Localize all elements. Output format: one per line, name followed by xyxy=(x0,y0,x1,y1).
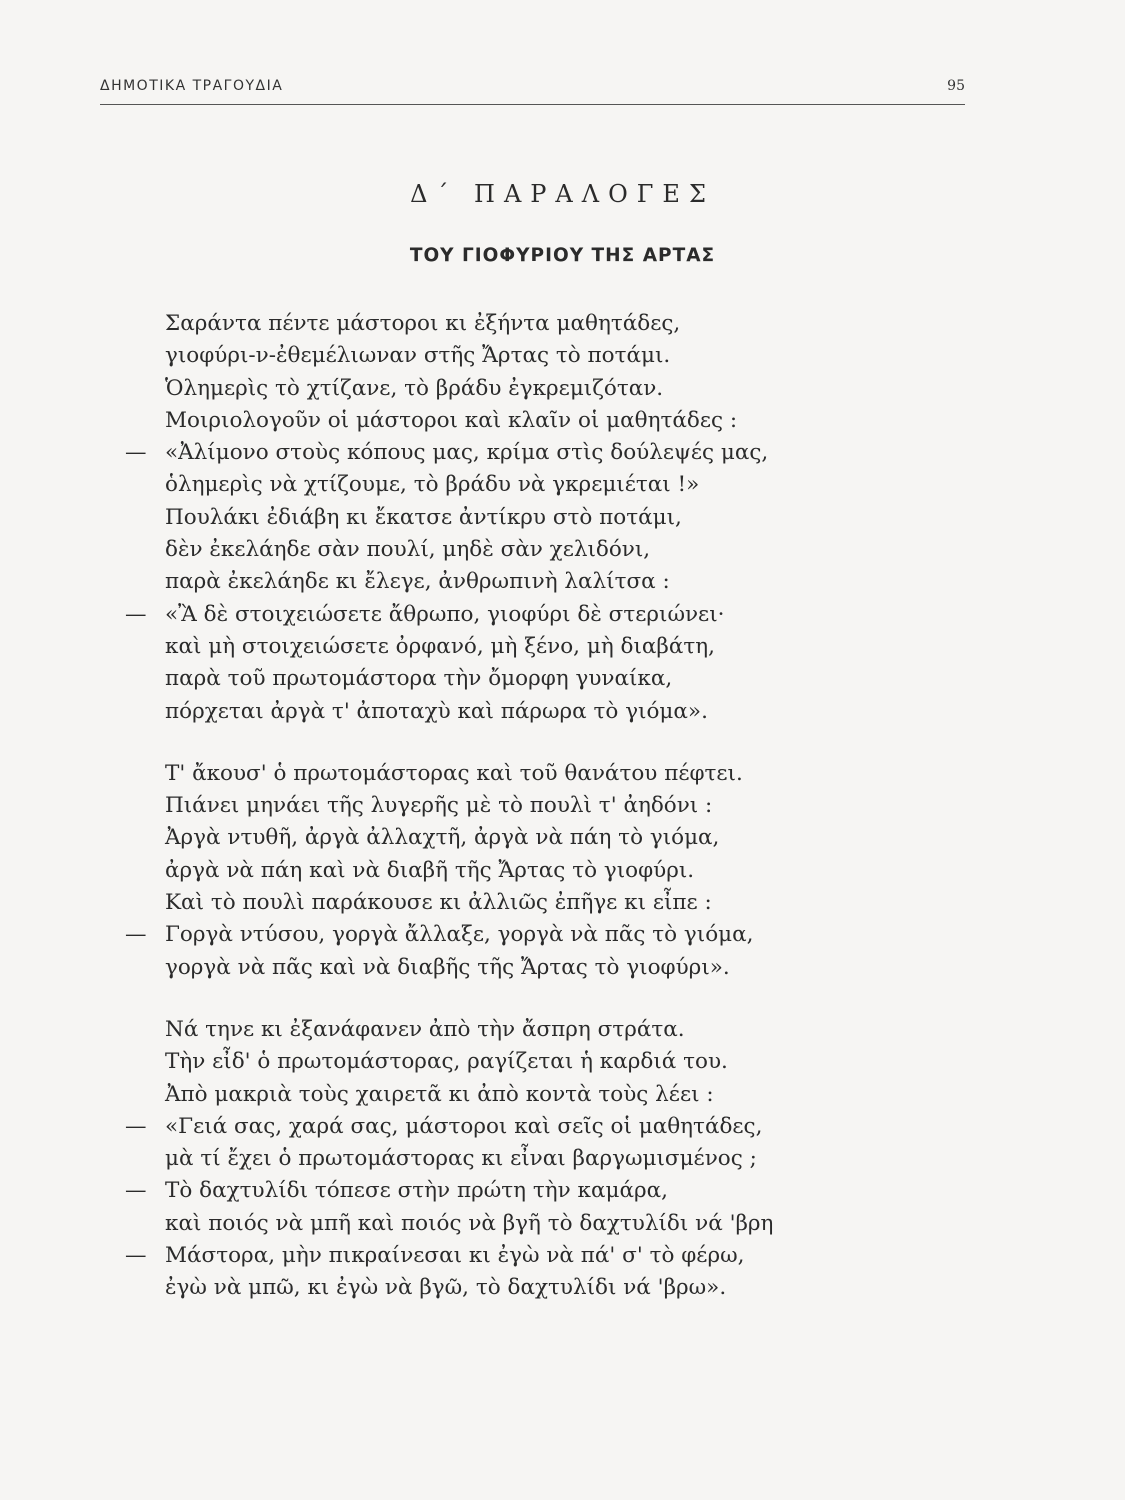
dialogue-dash: — xyxy=(125,1178,147,1204)
verse-line xyxy=(125,502,945,534)
verse-text: μὰ τί ἔχει ὁ πρωτομάστορας κι εἶναι βαργωμισμένος ; xyxy=(165,1146,757,1172)
stanza-break xyxy=(125,728,945,758)
verse-text: Πουλάκι ἐδιάβη κι ἔκατσε ἀντίκρυ στὸ ποτάμι, xyxy=(165,504,682,530)
stanza-break xyxy=(125,984,945,1014)
verse-text: ἐγὼ νὰ μπῶ, κι ἐγὼ νὰ βγῶ, τὸ δαχτυλίδι νά 'βρω». xyxy=(165,1275,727,1301)
verse-line xyxy=(125,887,945,919)
verse-line xyxy=(125,1175,945,1207)
verse-line xyxy=(125,1240,945,1272)
verse-line xyxy=(125,566,945,598)
verse-text: γιοφύρι-ν-ἐθεμέλιωναν στῆς Ἄρτας τὸ ποτάμι. xyxy=(165,343,671,369)
verse-text: Πιάνει μηνάει τῆς λυγερῆς μὲ τὸ πουλὶ τ' ἀηδόνι : xyxy=(165,793,713,819)
verse-text: Μοιριολογοῦν οἱ μάστοροι καὶ κλαῖν οἱ μαθητάδες : xyxy=(165,407,738,433)
verse-text: γοργὰ νὰ πᾶς καὶ νὰ διαβῆς τῆς Ἄρτας τὸ γιοφύρι». xyxy=(165,954,730,980)
verse-text: Νά τηνε κι ἐξανάφανεν ἀπὸ τὴν ἄσπρη στράτα. xyxy=(165,1016,685,1042)
verse-text: Ὁλημερὶς τὸ χτίζανε, τὸ βράδυ ἐγκρεμιζόταν. xyxy=(165,375,664,401)
verse-line xyxy=(125,534,945,566)
verse-text: Γοργὰ ντύσου, γοργὰ ἄλλαξε, γοργὰ νὰ πᾶς τὸ γιόμα, xyxy=(165,922,754,948)
running-header xyxy=(100,78,965,102)
verse-line xyxy=(125,599,945,631)
verse-line xyxy=(125,696,945,728)
dialogue-dash: — xyxy=(125,601,147,627)
verse-line xyxy=(125,308,945,340)
verse-line xyxy=(125,1111,945,1143)
stanza xyxy=(125,308,945,728)
verse-line xyxy=(125,1079,945,1111)
verse-text: ἀργὰ νὰ πάη καὶ νὰ διαβῆ τῆς Ἄρτας τὸ γιοφύρι. xyxy=(165,857,695,883)
verse-text: καὶ ποιός νὰ μπῆ καὶ ποιός νὰ βγῆ τὸ δαχτυλίδι νά 'βρη xyxy=(165,1210,774,1236)
verse-line xyxy=(125,790,945,822)
running-header-title: ΔΗΜΟΤΙΚΑ ΤΡΑΓΟΥΔΙΑ xyxy=(100,78,284,94)
dialogue-dash: — xyxy=(125,1243,147,1269)
verse-text: δὲν ἐκελάηδε σὰν πουλί, μηδὲ σὰν χελιδόνι, xyxy=(165,537,651,563)
stanza xyxy=(125,758,945,984)
verse-line xyxy=(125,663,945,695)
verse-line xyxy=(125,1272,945,1304)
verse-line xyxy=(125,822,945,854)
verse-line xyxy=(125,631,945,663)
header-rule xyxy=(100,104,965,105)
section-heading: Δ΄ ΠΑΡΑΛΟΓΕΣ xyxy=(410,180,715,208)
verse-text: Σαράντα πέντε μάστοροι κι ἐξήντα μαθητάδες, xyxy=(165,311,681,336)
verse-text: παρὰ τοῦ πρωτομάστορα τὴν ὄμορφη γυναίκα, xyxy=(165,666,673,692)
dialogue-dash: — xyxy=(125,1113,147,1139)
verse-text: πόρχεται ἀργὰ τ' ἀποταχὺ καὶ πάρωρα τὸ γιόμα». xyxy=(165,698,708,724)
verse-line xyxy=(125,405,945,437)
verse-text: Τ' ἄκουσ' ὁ πρωτομάστορας καὶ τοῦ θανάτου πέφτει. xyxy=(165,760,743,786)
verse-text: «Γειά σας, χαρά σας, μάστοροι καὶ σεῖς οἱ μαθητάδες, xyxy=(165,1113,763,1139)
verse-text: Μάστορα, μὴν πικραίνεσαι κι ἐγὼ νὰ πά' σ' τὸ φέρω, xyxy=(165,1243,745,1269)
verse-text: καὶ μὴ στοιχειώσετε ὀρφανό, μὴ ξένο, μὴ διαβάτη, xyxy=(165,633,715,659)
verse-line xyxy=(125,855,945,887)
verse-text: «Ἂ δὲ στοιχειώσετε ἄθρωπο, γιοφύρι δὲ στεριώνει· xyxy=(165,601,725,627)
verse-line xyxy=(125,1208,945,1240)
verse-text: «Ἀλίμονο στοὺς κόπους μας, κρίμα στὶς δούλεψές μας, xyxy=(165,440,769,466)
verse-line xyxy=(125,952,945,984)
verse-line xyxy=(125,1014,945,1046)
verse-line xyxy=(125,1143,945,1175)
dialogue-dash: — xyxy=(125,922,147,948)
verse-line xyxy=(125,437,945,469)
verse-line xyxy=(125,919,945,951)
verse-text: Καὶ τὸ πουλὶ παράκουσε κι ἀλλιῶς ἐπῆγε κι εἶπε : xyxy=(165,890,712,916)
poem-title: ΤΟΥ ΓΙΟΦΥΡΙΟΥ ΤΗΣ ΑΡΤΑΣ xyxy=(409,245,716,266)
verse-text: ὁλημερὶς νὰ χτίζουμε, τὸ βράδυ νὰ γκρεμιέται !» xyxy=(165,472,700,498)
stanza xyxy=(125,1014,945,1305)
page-number: 95 xyxy=(947,78,965,94)
verse-text: Τὸ δαχτυλίδι τόπεσε στὴν πρώτη τὴν καμάρα, xyxy=(165,1178,668,1204)
verse-text: Ἀργὰ ντυθῆ, ἀργὰ ἀλλαχτῆ, ἀργὰ νὰ πάη τὸ γιόμα, xyxy=(165,825,720,851)
verse-line xyxy=(125,758,945,790)
verse-line xyxy=(125,340,945,372)
verse-line xyxy=(125,469,945,501)
poem-body xyxy=(125,308,945,1305)
verse-text: παρὰ ἐκελάηδε κι ἔλεγε, ἀνθρωπινὴ λαλίτσα : xyxy=(165,569,670,595)
dialogue-dash: — xyxy=(125,440,147,466)
verse-text: Ἀπὸ μακριὰ τοὺς χαιρετᾶ κι ἀπὸ κοντὰ τοὺς λέει : xyxy=(165,1081,714,1107)
verse-line xyxy=(125,373,945,405)
verse-text: Τὴν εἶδ' ὁ πρωτομάστορας, ραγίζεται ἡ καρδιά του. xyxy=(165,1049,728,1075)
verse-line xyxy=(125,1046,945,1078)
